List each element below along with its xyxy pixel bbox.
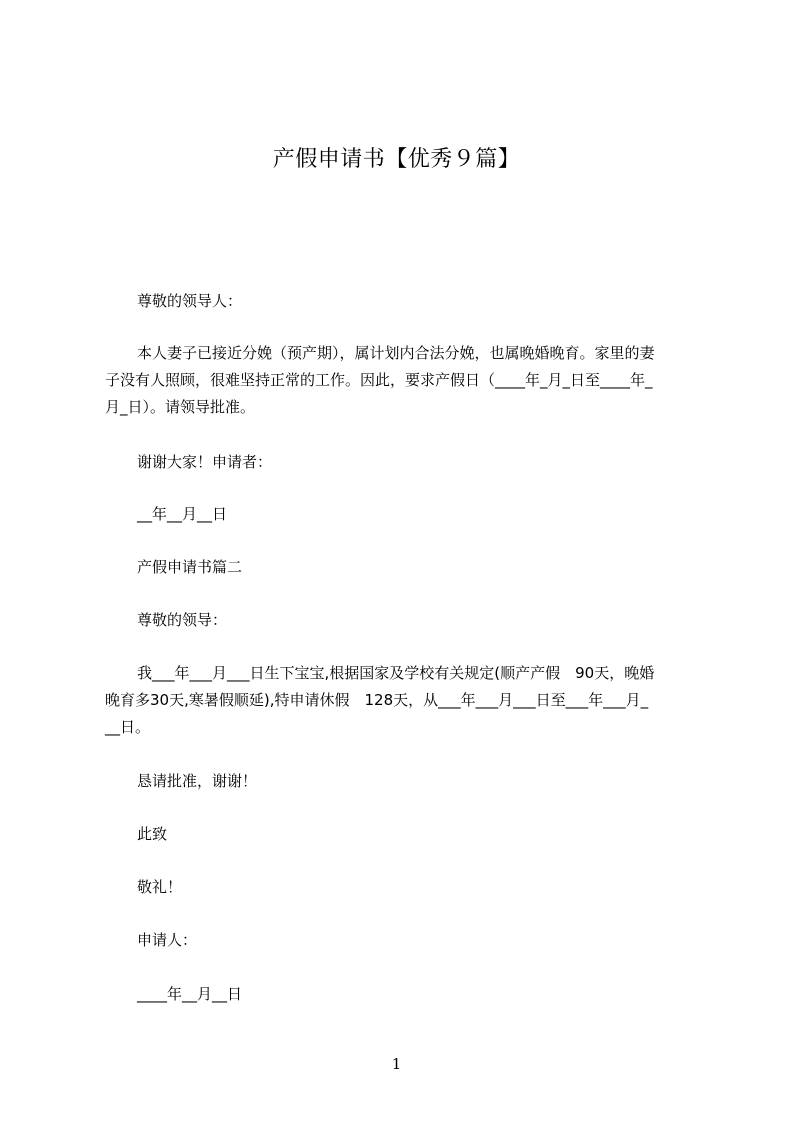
page-number: 1: [391, 1055, 402, 1073]
section-2-heading: 产假申请书篇二: [137, 558, 243, 576]
paragraph-1-line-2: 子没有人照顾，很难坚持正常的工作。因此，要求产假日（____年_月_日至____年_: [105, 371, 653, 389]
applicant-label: 申请人：: [137, 931, 198, 949]
request-approval: 恳请批准，谢谢！: [137, 772, 258, 790]
paragraph-2: [105, 660, 703, 741]
paragraph-1-line-3: 月_日）。请领导批准。: [105, 398, 256, 416]
thanks-applicant: 谢谢大家！申请者：: [137, 453, 273, 471]
closing-1: 此致: [137, 825, 168, 843]
salutation-1: 尊敬的领导人：: [137, 292, 243, 310]
paragraph-2-line-1: 我___年___月___日生下宝宝,根据国家及学校有关规定(顺产产假 90天，晚婚: [137, 664, 655, 682]
date-line-1: __年__月__日: [137, 505, 228, 523]
document-title: 产假申请书【优秀９篇】: [272, 147, 521, 172]
paragraph-2-line-3: __日。: [105, 718, 151, 736]
paragraph-1: [105, 340, 703, 421]
paragraph-2-line-2: 晚育多30天,寒暑假顺延),特申请休假 128天，从___年___月___日至___年___月_: [105, 691, 649, 709]
paragraph-1-line-1: 本人妻子已接近分娩（预产期），属计划内合法分娩，也属晚婚晚育。家里的妻: [137, 344, 655, 362]
date-line-2: ____年__月__日: [137, 985, 243, 1003]
closing-2: 敬礼！: [137, 878, 183, 896]
salutation-2: 尊敬的领导：: [137, 611, 228, 629]
